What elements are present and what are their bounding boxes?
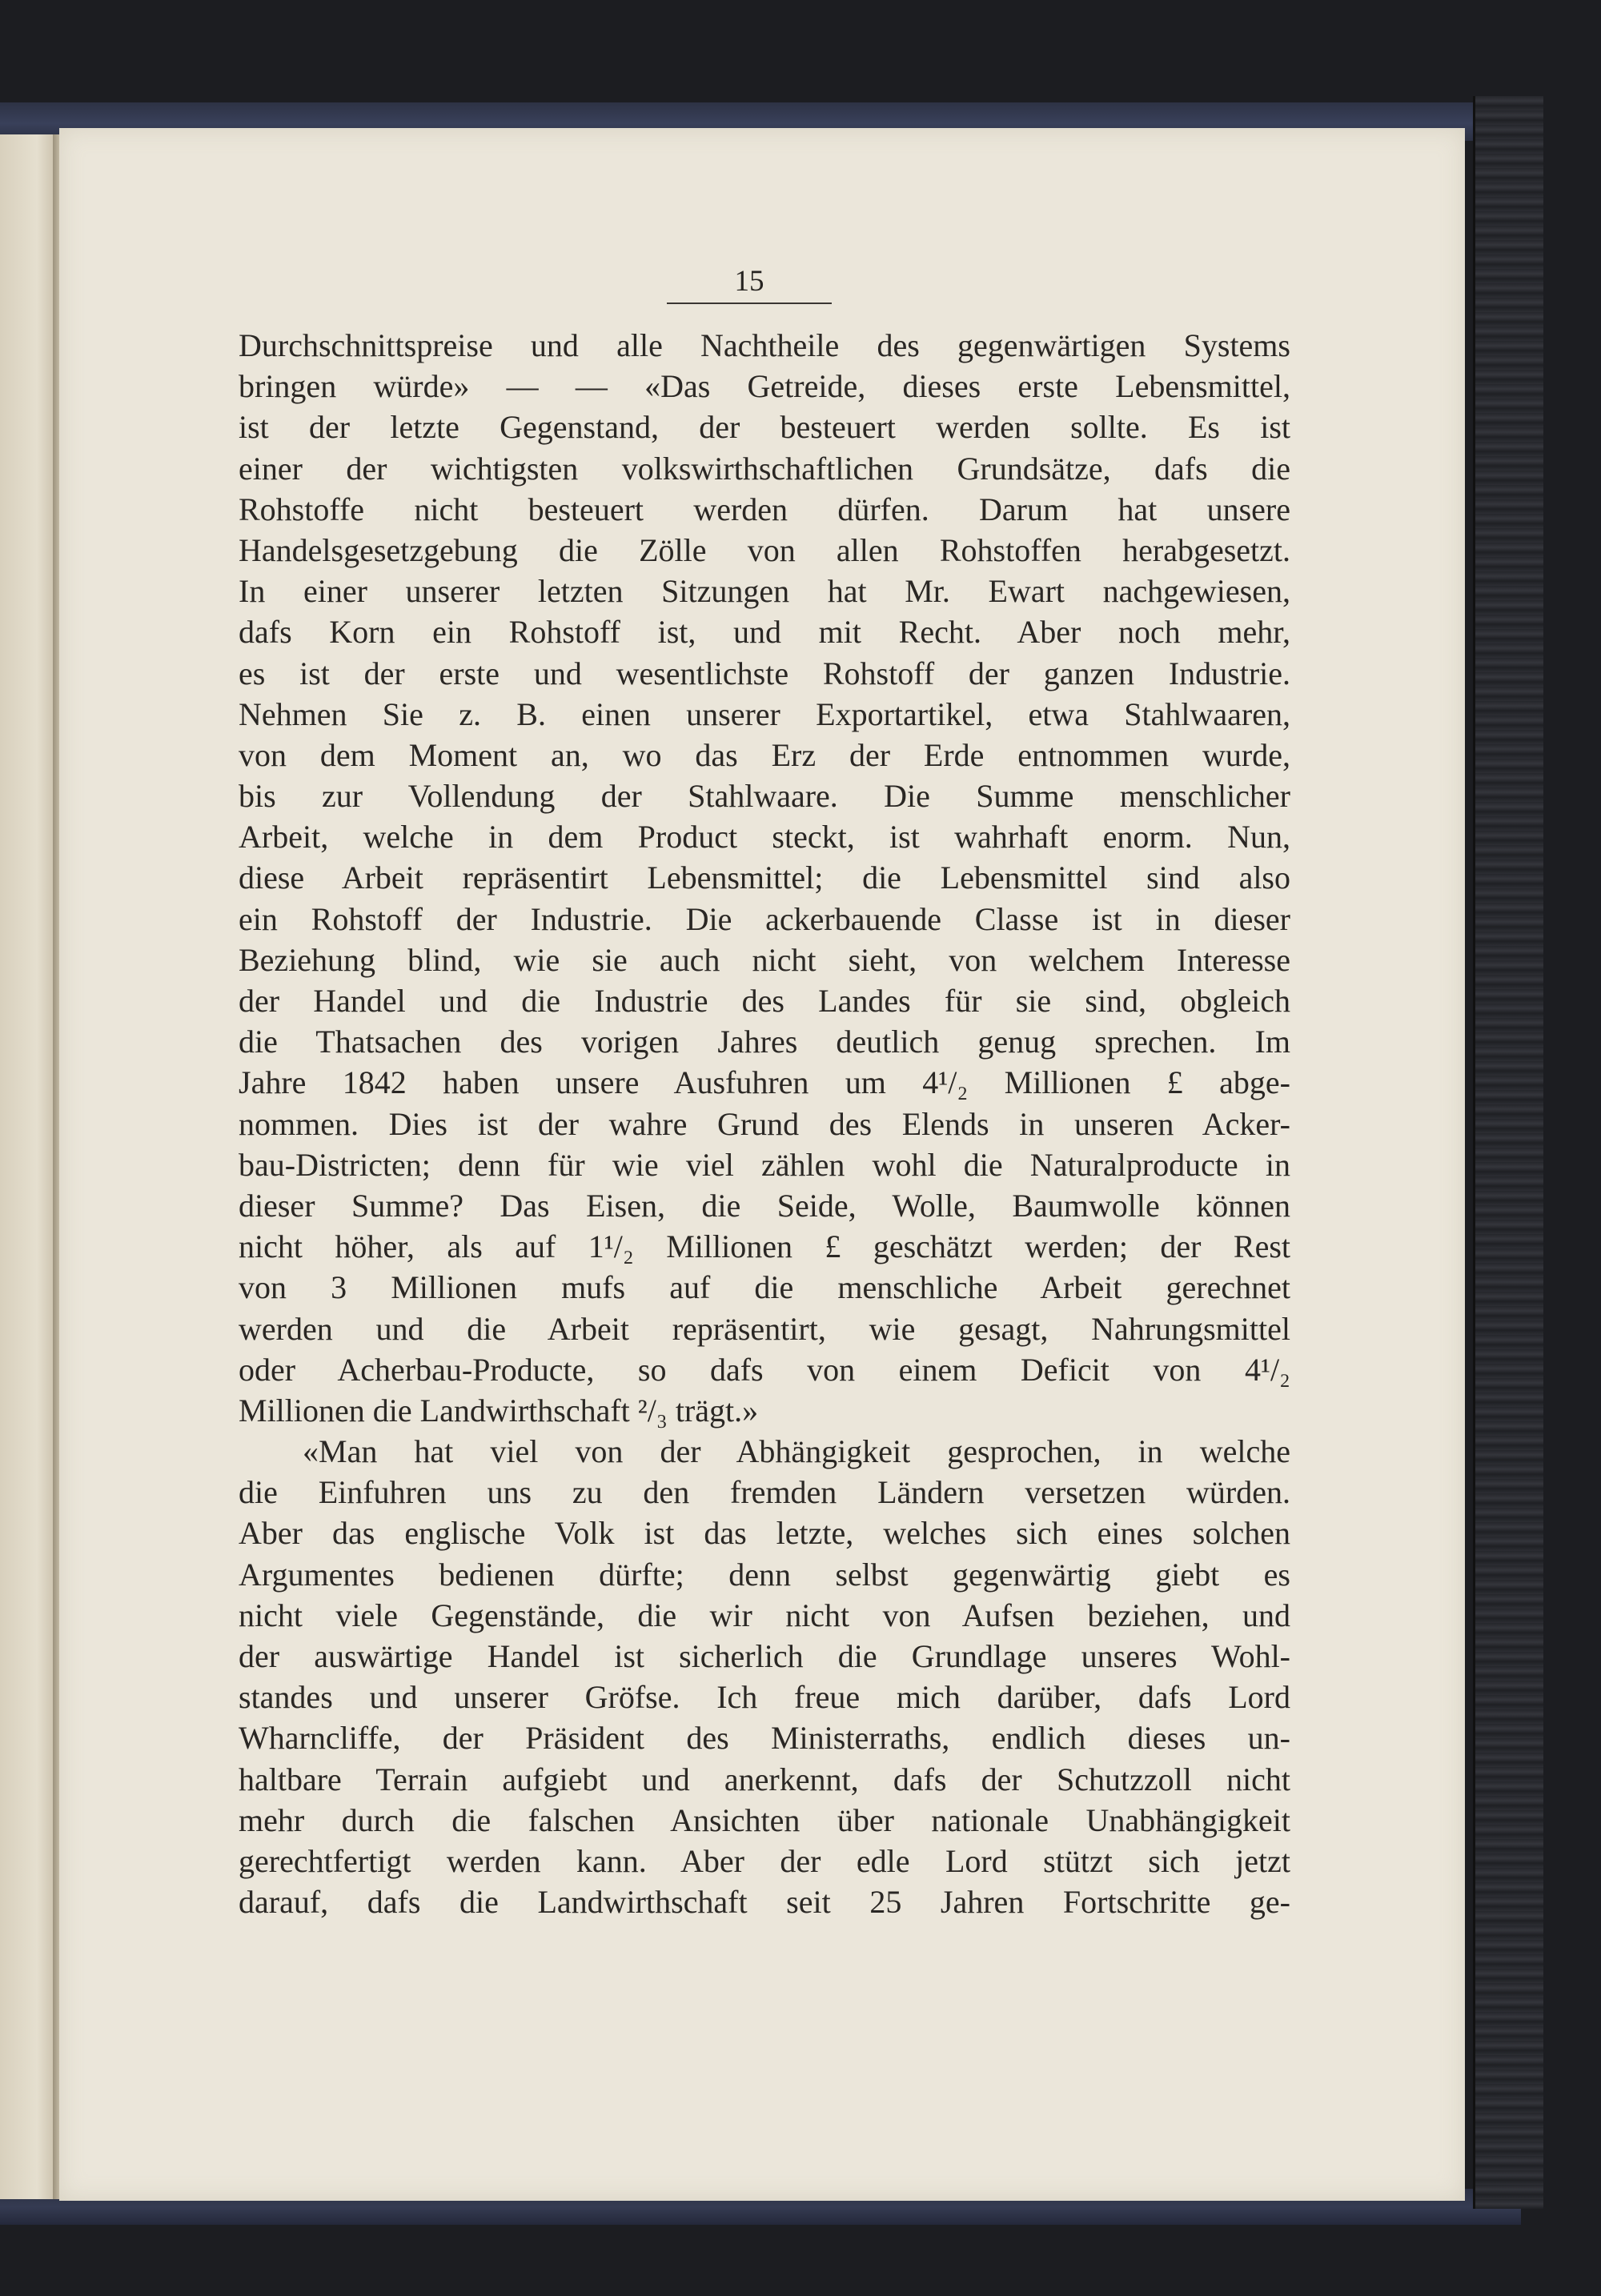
text-line: nicht viele Gegenstände, die wir nicht von Aufsen beziehen, und [239,1597,1290,1633]
text-line: der Handel und die Industrie des Landes für sie sind, obgleich [239,983,1290,1019]
text-line: In einer unserer letzten Sitzungen hat Mr. Ewart nachgewiesen, [239,573,1290,610]
text-line: bau-Districten; denn für wie viel zählen wohl die Naturalproducte in [239,1146,1290,1183]
text-line: es ist der erste und wesentlichste Rohstoff der ganzen Industrie. [239,655,1290,691]
page-number: 15 [734,265,764,298]
text-line: ein Rohstoff der Industrie. Die ackerbauende Classe ist in dieser [239,900,1290,937]
text-line: Arbeit, welche in dem Product steckt, ist wahrhaft enorm. Nun, [239,819,1290,855]
text-line: nommen. Dies ist der wahre Grund des Elends in unseren Acker- [239,1105,1290,1142]
text-line: Argumentes bedienen dürfte; denn selbst gegenwärtig giebt es [239,1556,1290,1593]
text-line: ist der letzte Gegenstand, der besteuert werden sollte. Es ist [239,409,1290,446]
text-line: oder Acherbau-Producte, so dafs von einem Deficit von 4¹/₂ [239,1351,1290,1388]
text-line: dafs Korn ein Rohstoff ist, und mit Recht. Aber noch mehr, [239,614,1290,651]
book-page [59,128,1465,2201]
text-line: Jahre 1842 haben unsere Ausfuhren um 4¹/₂ Millionen £ abge- [239,1064,1290,1101]
body-text [239,325,1290,1922]
text-line: Nehmen Sie z. B. einen unserer Exportartikel, etwa Stahlwaaren, [239,695,1290,732]
text-line: gerechtfertigt werden kann. Aber der edle Lord stützt sich jetzt [239,1842,1290,1879]
text-line: dieser Summe? Das Eisen, die Seide, Wolle, Baumwolle können [239,1187,1290,1224]
page-number-rule [667,303,832,304]
text-line: Durchschnittspreise und alle Nachtheile des gegenwärtigen Systems [239,327,1290,363]
book-binding-spine [1473,96,1543,2209]
text-line: bringen würde» — — «Das Getreide, dieses erste Lebensmittel, [239,368,1290,405]
text-line: mehr durch die falschen Ansichten über nationale Unabhängigkeit [239,1801,1290,1838]
text-line: Handelsgesetzgebung die Zölle von allen Rohstoffen herabgesetzt. [239,531,1290,568]
facing-page-edge [0,134,54,2199]
text-line: die Thatsachen des vorigen Jahres deutlich genug sprechen. Im [239,1024,1290,1060]
text-line: bis zur Vollendung der Stahlwaare. Die Summe menschlicher [239,778,1290,815]
text-line: standes und unserer Gröfse. Ich freue mich darüber, dafs Lord [239,1679,1290,1716]
page-content [239,264,1290,1922]
text-line: der auswärtige Handel ist sicherlich die Grundlage unseres Wohl- [239,1638,1290,1674]
text-line: diese Arbeit repräsentirt Lebensmittel; die Lebensmittel sind also [239,859,1290,896]
text-line: darauf, dafs die Landwirthschaft seit 25 Jahren Fortschritte ge- [239,1884,1290,1921]
text-line: Wharncliffe, der Präsident des Ministerraths, endlich dieses un- [239,1720,1290,1757]
text-line: werden und die Arbeit repräsentirt, wie gesagt, Nahrungsmittel [239,1310,1290,1347]
paragraph-start-line: «Man hat viel von der Abhängigkeit gesprochen, in welche [303,1433,1290,1470]
text-line: nicht höher, als auf 1¹/₂ Millionen £ geschätzt werden; der Rest [239,1228,1290,1265]
text-line: Aber das englische Volk ist das letzte, welches sich eines solchen [239,1515,1290,1552]
paragraph-end-line: Millionen die Landwirthschaft ²/₃ trägt.» [239,1392,759,1428]
text-line: Rohstoffe nicht besteuert werden dürfen. Darum hat unsere [239,491,1290,527]
text-line: von dem Moment an, wo das Erz der Erde entnommen wurde, [239,736,1290,773]
text-line: haltbare Terrain aufgiebt und anerkennt, dafs der Schutzzoll nicht [239,1761,1290,1797]
text-line: die Einfuhren uns zu den fremden Ländern versetzen würden. [239,1474,1290,1511]
text-line: Beziehung blind, wie sie auch nicht sieht, von welchem Interesse [239,941,1290,978]
text-line: einer der wichtigsten volkswirthschaftlichen Grundsätze, dafs die [239,450,1290,487]
text-line: von 3 Millionen mufs auf die menschliche Arbeit gerechnet [239,1269,1290,1306]
